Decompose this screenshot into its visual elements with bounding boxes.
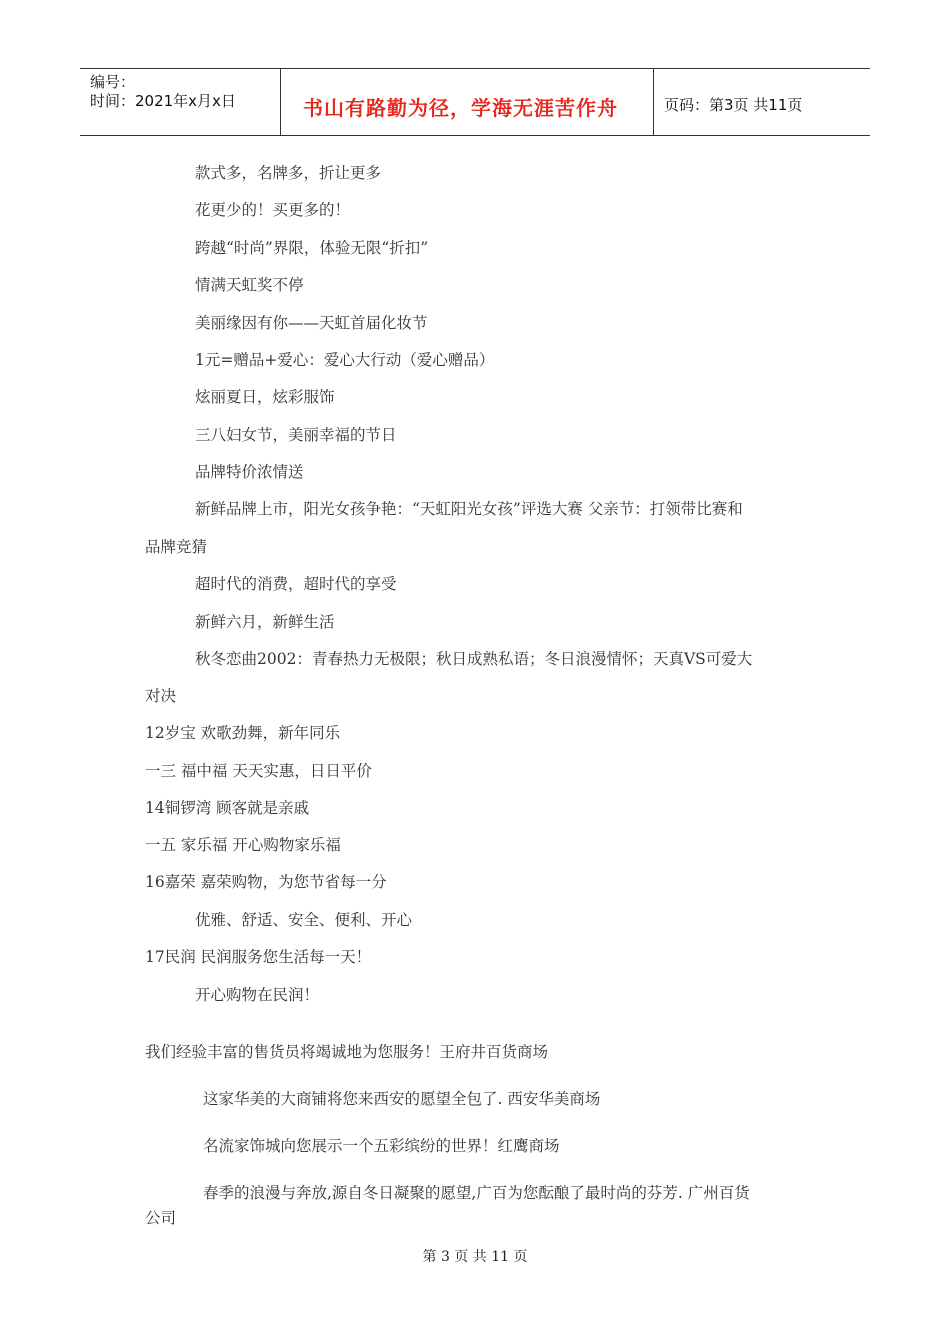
text-line: 名流家饰城向您展示一个五彩缤纷的世界！红鹰商场 — [203, 1137, 560, 1155]
header-middle-cell — [281, 69, 654, 135]
number-label: 编号： — [90, 73, 136, 91]
text-line: 超时代的消费，超时代的享受 — [195, 575, 397, 593]
text-line: 优雅、舒适、安全、便利、开心 — [195, 911, 413, 929]
text-line: 情满天虹奖不停 — [195, 276, 304, 294]
text-line: 炫丽夏日，炫彩服饰 — [195, 388, 335, 406]
text-line: 公司 — [145, 1209, 177, 1227]
page-header — [80, 68, 870, 136]
text-line: 一五 家乐福 开心购物家乐福 — [145, 836, 341, 854]
text-line: 品牌竞猜 — [145, 538, 208, 556]
motto: 书山有路勤为径，学海无涯苦作舟 — [303, 96, 618, 120]
page-code: 页码：第3页 共11页 — [664, 96, 803, 114]
text-line: 美丽缘因有你——天虹首届化妆节 — [195, 314, 428, 332]
text-line: 12岁宝 欢歌劲舞，新年同乐 — [145, 724, 341, 742]
time-label: 时间：2021年x月x日 — [90, 92, 236, 110]
header-left-cell — [80, 69, 281, 135]
text-line: 新鲜品牌上市，阳光女孩争艳：“天虹阳光女孩”评选大赛 父亲节：打领带比赛和 — [195, 500, 743, 518]
text-line: 秋冬恋曲2002：青春热力无极限；秋日成熟私语；冬日浪漫情怀；天真VS可爱大 — [195, 650, 753, 668]
page-footer: 第 3 页 共 11 页 — [422, 1249, 528, 1265]
text-line: 17民润 民润服务您生活每一天！ — [145, 948, 372, 966]
text-line: 春季的浪漫与奔放,源自冬日凝聚的愿望,广百为您酝酿了最时尚的芬芳. 广州百货 — [203, 1184, 750, 1202]
text-line: 花更少的！买更多的！ — [195, 201, 351, 219]
text-line: 款式多，名牌多，折让更多 — [195, 164, 382, 182]
header-right-cell — [654, 69, 870, 135]
text-line: 新鲜六月，新鲜生活 — [195, 613, 335, 631]
text-line: 跨越“时尚”界限，体验无限“折扣” — [195, 239, 429, 257]
text-line: 开心购物在民润！ — [195, 986, 320, 1004]
text-line: 三八妇女节，美丽幸福的节日 — [195, 426, 397, 444]
text-line: 1元=赠品+爱心：爱心大行动（爱心赠品） — [195, 351, 495, 369]
text-line: 14铜锣湾 顾客就是亲戚 — [145, 799, 310, 817]
text-line: 品牌特价浓情送 — [195, 463, 304, 481]
text-line: 16嘉荣 嘉荣购物，为您节省每一分 — [145, 873, 387, 891]
text-line: 一三 福中福 天天实惠，日日平价 — [145, 762, 372, 780]
text-line: 这家华美的大商铺将您来西安的愿望全包了. 西安华美商场 — [203, 1090, 601, 1108]
text-line: 对决 — [145, 687, 177, 705]
text-line: 我们经验丰富的售货员将竭诚地为您服务！王府井百货商场 — [145, 1043, 549, 1061]
